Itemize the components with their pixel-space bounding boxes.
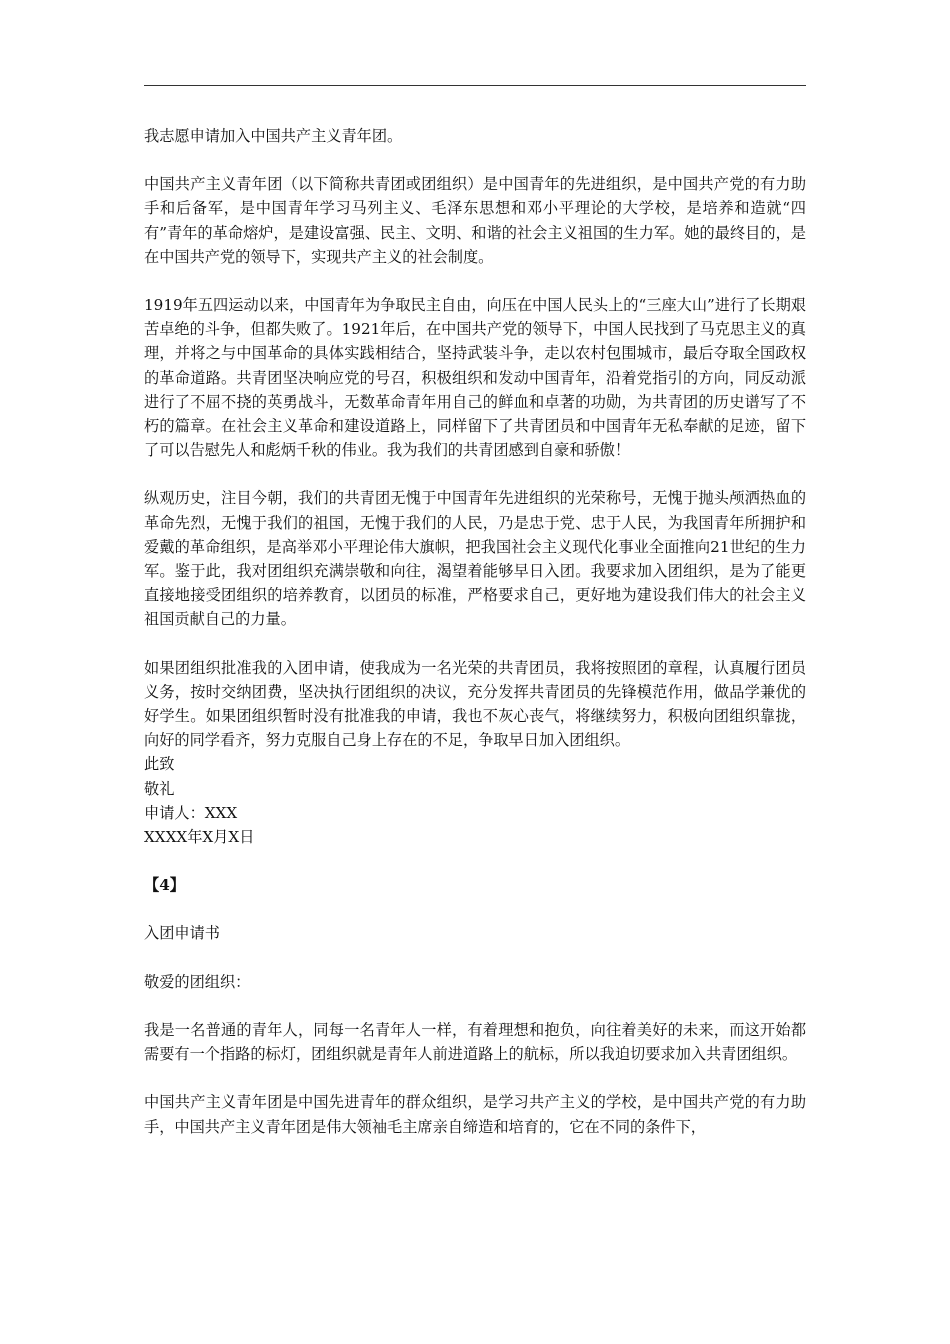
section-title: 入团申请书 [144, 924, 220, 943]
closing-block [144, 656, 806, 850]
document-page [144, 0, 806, 1344]
paragraph-history: 1919年五四运动以来，中国青年为争取民主自由，向压在中国人民头上的“三座大山”进行了长期艰苦卓绝的斗争，但都失败了。1921年后，在中国共产党的领导下，中国人民找到了马克思主义的真理，并将之与中国革命的具体实践相结合，坚持武装斗争，走以农村包围城市，最后夺取全国政权的革命道路。共青团坚决响应党的号召，积极组织和发动中国青年，沿着党指引的方向，同反动派进行了不屈不挠的英勇战斗，无数革命青年用自己的鲜血和卓著的功勋，为共青团的历史谱写了不朽的篇章。在社会主义革命和建设道路上，同样留下了共青团员和中国青年无私奉献的足迹，留下了可以告慰先人和彪炳千秋的伟业。我为我们的共青团感到自豪和骄傲！ [144, 296, 806, 460]
paragraph-commitment: 如果团组织批准我的入团申请，使我成为一名光荣的共青团员，我将按照团的章程，认真履行团员义务，按时交纳团费，坚决执行团组织的决议，充分发挥共青团员的先锋模范作用，做品学兼优的好学生。如果团组织暂时没有批准我的申请，我也不灰心丧气，将继续努力，积极向团组织靠拢，向好的同学看齐，努力克服自己身上存在的不足，争取早日加入团组织。 [144, 658, 806, 750]
section4-paragraph-1: 我是一名普通的青年人，同每一名青年人一样，有着理想和抱负，向往着美好的未来，而这开始都需要有一个指路的标灯，团组织就是青年人前进道路上的航标，所以我迫切要求加入共青团组织。 [144, 1020, 806, 1064]
section-marker-4: 【4】 [144, 876, 185, 895]
paragraph-intro: 我志愿申请加入中国共产主义青年团。 [144, 127, 403, 145]
paragraph-present: 纵观历史，注目今朝，我们的共青团无愧于中国青年先进组织的光荣称号，无愧于抛头颅洒热血的革命先烈，无愧于我们的祖国，无愧于我们的人民，乃是忠于党、忠于人民，为我国青年所拥护和爱戴的革命组织，是高举邓小平理论伟大旗帜，把我国社会主义现代化事业全面推向21世纪的生力军。鉴于此，我对团组织充满崇敬和向往，渴望着能够早日入团。我要求加入团组织，是为了能更直接地接受团组织的培养教育，以团员的标准，严格要求自己，更好地为建设我们伟大的社会主义祖国贡献自己的力量。 [144, 489, 806, 629]
closing-ci-zhi: 此致 [144, 755, 175, 774]
salutation: 敬爱的团组织： [144, 972, 251, 991]
application-date: XXXX年X月X日 [144, 828, 255, 847]
header-divider [144, 85, 806, 86]
closing-jing-li: 敬礼 [144, 779, 175, 798]
applicant-signature: 申请人：XXX [144, 803, 238, 822]
paragraph-league-definition: 中国共产主义青年团（以下简称共青团或团组织）是中国青年的先进组织，是中国共产党的有力助手和后备军，是中国青年学习马列主义、毛泽东思想和邓小平理论的大学校，是培养和造就“四有”青年的革命熔炉，是建设富强、民主、文明、和谐的社会主义祖国的生力军。她的最终目的，是在中国共产党的领导下，实现共产主义的社会制度。 [144, 175, 806, 266]
document-body [144, 124, 806, 1163]
section4-paragraph-2: 中国共产主义青年团是中国先进青年的群众组织，是学习共产主义的学校，是中国共产党的有力助手，中国共产主义青年团是伟大领袖毛主席亲自缔造和培育的，它在不同的条件下， [144, 1093, 806, 1136]
